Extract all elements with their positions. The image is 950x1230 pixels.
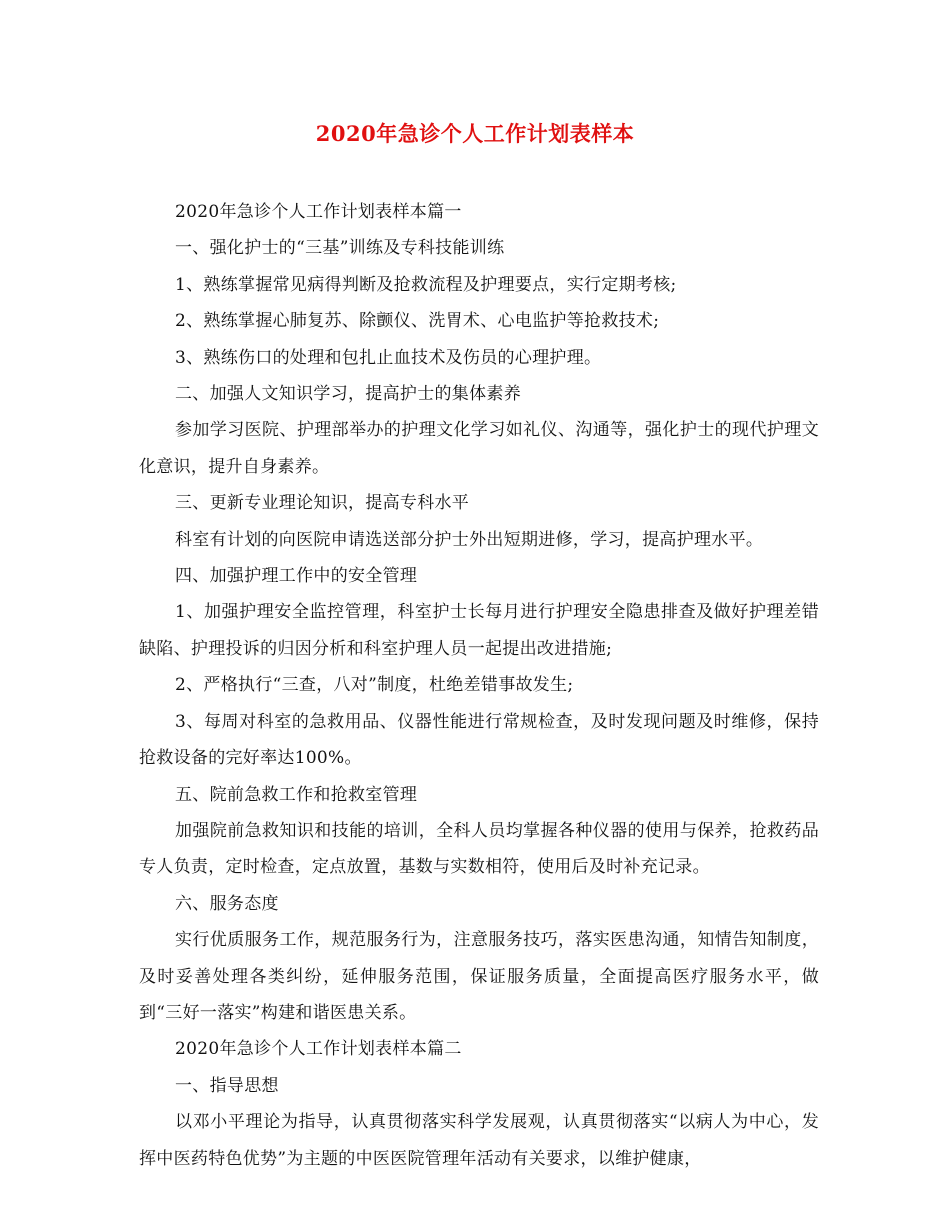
- paragraph: 实行优质服务工作，规范服务行为，注意服务技巧，落实医患沟通，知情告知制度，及时妥善处理各类纠纷，延伸服务范围，保证服务质量，全面提高医疗服务水平，做到“三好一落实”构建和谐医患关系。: [139, 930, 819, 1023]
- paragraph-heading: 五、院前急救工作和抢救室管理: [175, 784, 418, 805]
- paragraph: 科室有计划的向医院申请选送部分护士外出短期进修，学习，提高护理水平。: [175, 529, 764, 550]
- paragraph: 1、加强护理安全监控管理，科室护士长每月进行护理安全隐患排查及做好护理差错缺陷、护理投诉的归因分析和科室护理人员一起提出改进措施;: [139, 602, 819, 659]
- paragraph: 以邓小平理论为指导，认真贯彻落实科学发展观，认真贯彻落实“以病人为中心，发挥中医药特色优势”为主题的中医医院管理年活动有关要求，以维护健康，: [139, 1112, 819, 1169]
- paragraph-heading: 二、加强人文知识学习，提高护士的集体素养: [175, 384, 521, 405]
- paragraph: 3、熟练伤口的处理和包扎止血技术及伤员的心理护理。: [175, 347, 602, 368]
- paragraph: 1、熟练掌握常见病得判断及抢救流程及护理要点，实行定期考核;: [175, 274, 677, 295]
- paragraph-section-heading-2: 2020年急诊个人工作计划表样本篇二: [175, 1039, 462, 1060]
- paragraph-heading: 六、服务态度: [175, 893, 279, 914]
- paragraph: 参加学习医院、护理部举办的护理文化学习如礼仪、沟通等，强化护士的现代护理文化意识，提升自身素养。: [139, 420, 819, 477]
- paragraph: 2、严格执行“三查，八对”制度，杜绝差错事故发生;: [175, 675, 574, 696]
- paragraph: 加强院前急救知识和技能的培训，全科人员均掌握各种仪器的使用与保养，抢救药品专人负责，定时检查，定点放置，基数与实数相符，使用后及时补充记录。: [139, 820, 819, 878]
- document-body: [139, 194, 819, 1177]
- paragraph-heading: 三、更新专业理论知识，提高专科水平: [175, 493, 470, 514]
- paragraph-heading: 四、加强护理工作中的安全管理: [175, 566, 418, 587]
- paragraph-section-heading-1: 2020年急诊个人工作计划表样本篇一: [175, 202, 462, 222]
- paragraph-heading: 一、指导思想: [175, 1075, 279, 1096]
- paragraph-heading: 一、强化护士的“三基”训练及专科技能训练: [175, 238, 505, 259]
- document-title: 2020年急诊个人工作计划表样本: [315, 121, 635, 146]
- paragraph: 2、熟练掌握心肺复苏、除颤仪、洗胃术、心电监护等抢救技术;: [175, 311, 660, 332]
- paragraph: 3、每周对科室的急救用品、仪器性能进行常规检查，及时发现问题及时维修，保持抢救设备的完好率达100%。: [139, 711, 819, 769]
